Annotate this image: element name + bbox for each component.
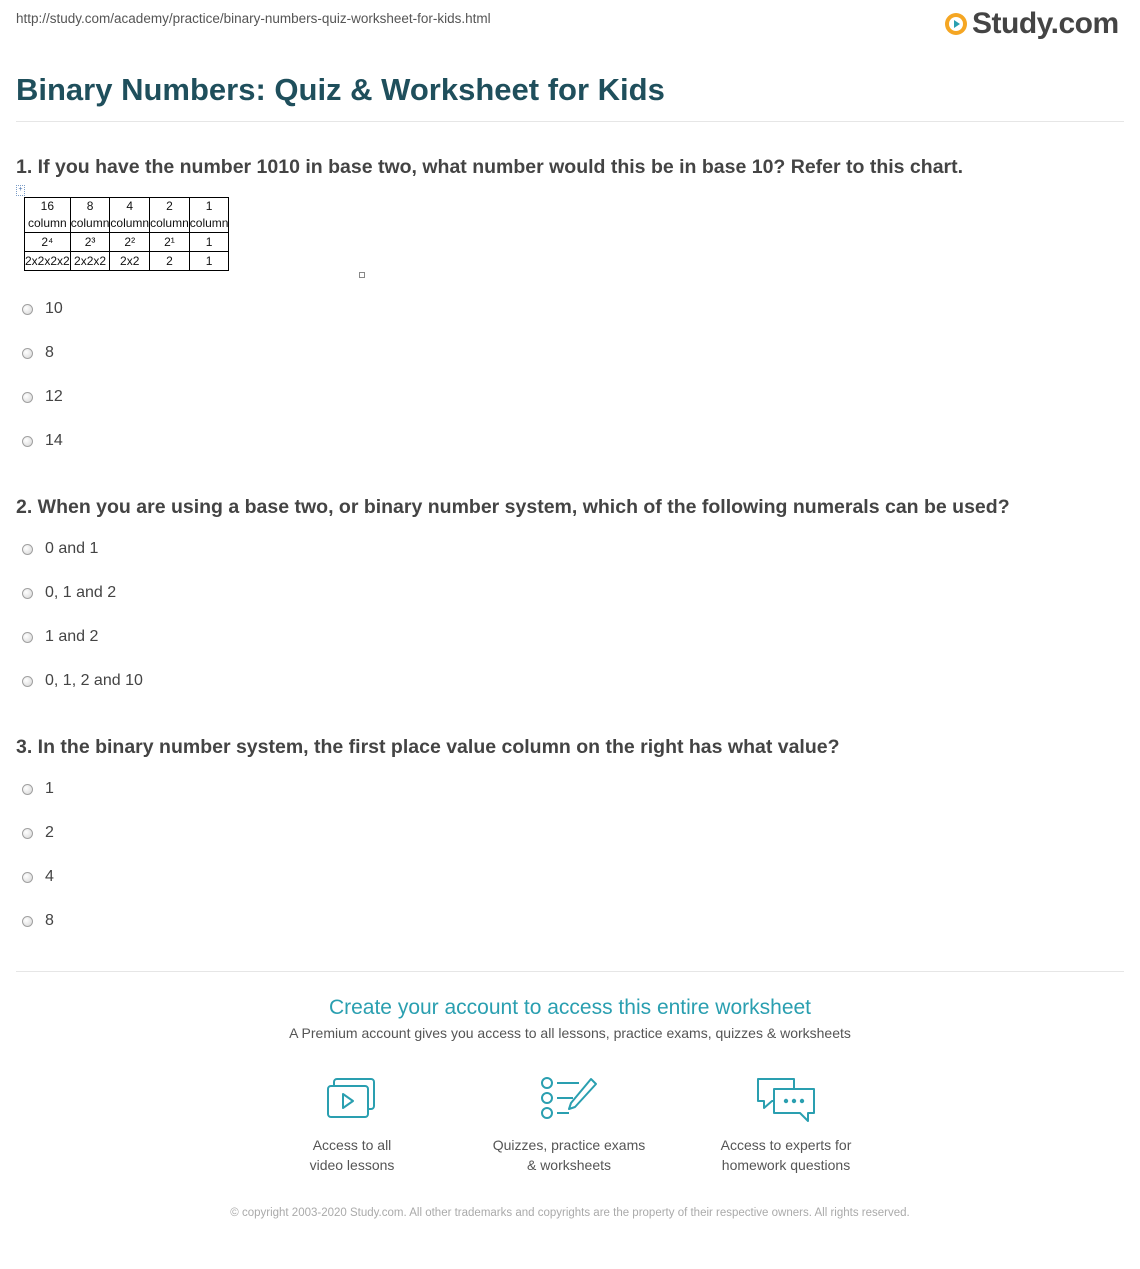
q3-option-2[interactable] <box>22 824 54 842</box>
table-cell: 2 column <box>150 198 190 233</box>
radio-button[interactable] <box>22 348 33 359</box>
chat-bubbles-icon <box>754 1075 818 1123</box>
table-cell: 2x2x2 <box>70 252 110 271</box>
option-label: 1 and 2 <box>45 628 99 645</box>
radio-button[interactable] <box>22 784 33 795</box>
feature-quizzes <box>469 1075 669 1175</box>
feature-video-lessons <box>252 1075 452 1175</box>
title-divider <box>16 121 1124 122</box>
feature-label: & worksheets <box>526 1157 612 1173</box>
table-cell: 2¹ <box>150 233 190 252</box>
option-label: 1 <box>45 780 54 797</box>
radio-button[interactable] <box>22 392 33 403</box>
feature-experts <box>686 1075 886 1175</box>
radio-button[interactable] <box>22 916 33 927</box>
option-label: 0, 1, 2 and 10 <box>45 672 143 689</box>
question-3: 3. In the binary number system, the first place value column on the right has what value? <box>16 736 840 758</box>
feature-label: Access to all <box>312 1137 392 1153</box>
study-logo[interactable] <box>944 7 1119 41</box>
radio-button[interactable] <box>22 676 33 687</box>
table-cell: 16 column <box>25 198 71 233</box>
q2-option-1[interactable] <box>22 540 98 558</box>
video-lessons-icon <box>324 1075 380 1123</box>
q3-option-4[interactable] <box>22 912 54 930</box>
copyright-notice: © copyright 2003-2020 Study.com. All other trademarks and copyrights are the property of their respective owners. All rights reserved. <box>230 1207 910 1219</box>
table-cell: 2³ <box>70 233 110 252</box>
table-cell: 1 <box>189 233 229 252</box>
table-cell: 2 <box>150 252 190 271</box>
radio-button[interactable] <box>22 828 33 839</box>
table-cell: 2² <box>110 233 150 252</box>
option-label: 4 <box>45 868 54 885</box>
table-cell: 1 column <box>189 198 229 233</box>
table-cell: 8 column <box>70 198 110 233</box>
q1-option-1[interactable] <box>22 300 63 318</box>
quiz-checklist-icon <box>539 1075 599 1123</box>
option-label: 0 and 1 <box>45 540 99 557</box>
question-2: 2. When you are using a base two, or binary number system, which of the following numerals can be used? <box>16 496 1010 518</box>
table-cell: 2⁴ <box>25 233 71 252</box>
q2-option-4[interactable] <box>22 672 143 690</box>
cta-subtitle: A Premium account gives you access to all lessons, practice exams, quizzes & worksheets <box>289 1025 851 1041</box>
section-divider <box>16 971 1124 972</box>
create-account-link[interactable]: Create your account to access this entire worksheet <box>328 996 812 1019</box>
option-label: 12 <box>45 388 63 405</box>
q3-option-3[interactable] <box>22 868 54 886</box>
feature-label: homework questions <box>721 1157 851 1173</box>
table-cell: 2x2 <box>110 252 150 271</box>
radio-button[interactable] <box>22 436 33 447</box>
radio-button[interactable] <box>22 544 33 555</box>
table-cell: 2x2x2x2 <box>25 252 71 271</box>
radio-button[interactable] <box>22 872 33 883</box>
q3-option-1[interactable] <box>22 780 54 798</box>
option-label: 10 <box>45 300 63 317</box>
logo-text: Study.com <box>972 7 1119 40</box>
option-label: 2 <box>45 824 54 841</box>
radio-button[interactable] <box>22 588 33 599</box>
feature-label: Quizzes, practice exams <box>492 1137 646 1153</box>
table-cell: 4 column <box>110 198 150 233</box>
table-resize-handle <box>359 272 365 278</box>
radio-button[interactable] <box>22 304 33 315</box>
option-label: 8 <box>45 912 54 929</box>
q2-option-2[interactable] <box>22 584 116 602</box>
q1-option-4[interactable] <box>22 432 63 450</box>
q2-option-3[interactable] <box>22 628 98 646</box>
table-cell: 1 <box>189 252 229 271</box>
option-label: 8 <box>45 344 54 361</box>
question-1: 1. If you have the number 1010 in base two, what number would this be in base 10? Refer to this chart. <box>16 156 964 178</box>
page-url: http://study.com/academy/practice/binary-numbers-quiz-worksheet-for-kids.html <box>16 11 491 26</box>
q1-option-3[interactable] <box>22 388 63 406</box>
option-label: 14 <box>45 432 63 449</box>
radio-button[interactable] <box>22 632 33 643</box>
feature-label: video lessons <box>309 1157 395 1173</box>
place-value-table <box>24 197 229 271</box>
feature-label: Access to experts for <box>720 1137 852 1153</box>
table-anchor-icon: + <box>16 185 25 196</box>
play-logo-icon <box>944 12 968 36</box>
q1-option-2[interactable] <box>22 344 54 362</box>
option-label: 0, 1 and 2 <box>45 584 117 601</box>
page-title: Binary Numbers: Quiz & Worksheet for Kids <box>16 72 665 107</box>
